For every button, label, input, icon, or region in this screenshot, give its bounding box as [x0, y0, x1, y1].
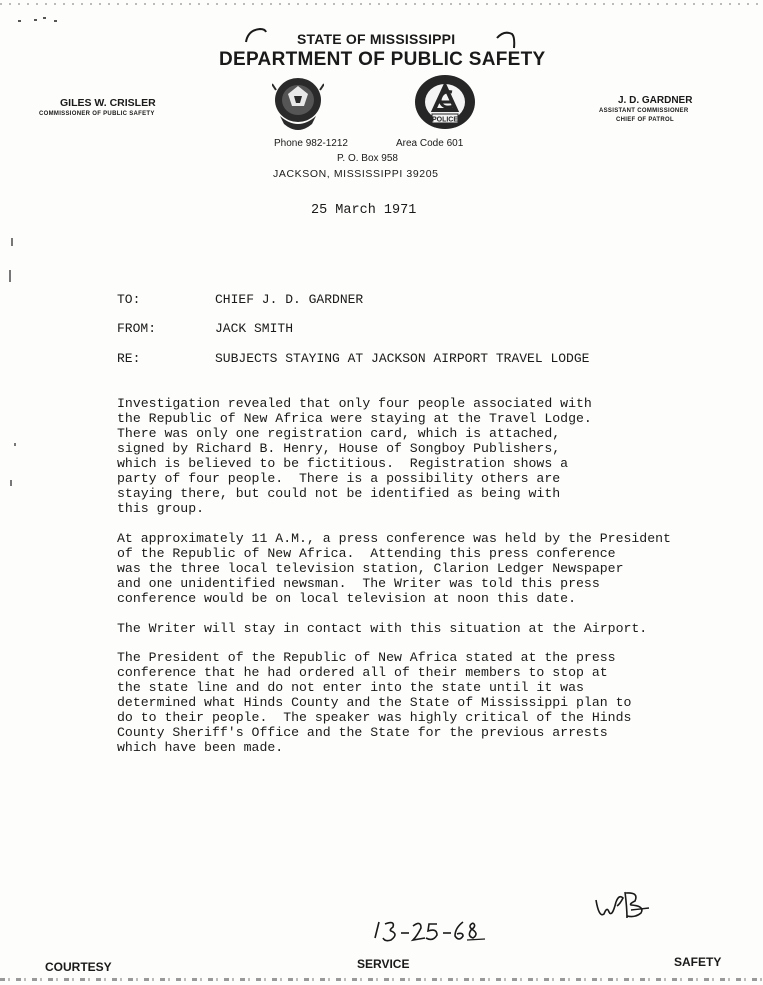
edge-speck: [18, 20, 21, 22]
city-state-zip: JACKSON, MISSISSIPPI 39205: [273, 168, 439, 180]
footer-courtesy: COURTESY: [45, 960, 112, 974]
letterhead-flourish-left: [244, 26, 268, 46]
footer-service: SERVICE: [357, 957, 410, 971]
edge-speck: [43, 17, 46, 19]
body-paragraph-3: The Writer will stay in contact with this situation at the Airport.: [117, 621, 648, 636]
mississippi-state-seal-icon: [272, 76, 324, 138]
chief-of-patrol-title: CHIEF OF PATROL: [616, 117, 674, 123]
handwritten-initials: [593, 888, 653, 924]
edge-speck: [54, 20, 57, 22]
memo-date: 25 March 1971: [311, 203, 417, 218]
top-edge-dots: [0, 3, 763, 5]
edge-speck: [34, 19, 37, 21]
phone-number: Phone 982-1212: [274, 138, 348, 149]
commissioner-title: COMMISSIONER OF PUBLIC SAFETY: [39, 111, 155, 117]
po-box: P. O. Box 958: [337, 153, 398, 164]
edge-mark: [11, 238, 13, 246]
re-label: RE:: [117, 351, 141, 366]
police-badge-icon: [412, 74, 478, 134]
letterhead-department: DEPARTMENT OF PUBLIC SAFETY: [219, 49, 546, 70]
re-value: SUBJECTS STAYING AT JACKSON AIRPORT TRAVEL LODGE: [215, 351, 590, 366]
to-label: TO:: [117, 292, 141, 307]
letterhead-state: STATE OF MISSISSIPPI: [297, 31, 456, 47]
area-code: Area Code 601: [396, 138, 464, 149]
footer-rule: [0, 978, 763, 981]
edge-mark: [10, 480, 12, 486]
edge-mark: [9, 270, 11, 282]
letterhead-flourish-right: [494, 28, 518, 50]
from-value: JACK SMITH: [215, 321, 294, 336]
from-label: FROM:: [117, 321, 157, 336]
assistant-commissioner-name: J. D. GARDNER: [618, 95, 693, 106]
body-paragraph-2: At approximately 11 A.M., a press conference was held by the President of the Republic of New Africa. Attending this press conference was the three local television station, Clarion Ledger Newspaper and one unidentified newsman. The Writer was told this press conference would be on local television at noon this date.: [117, 531, 671, 606]
footer-safety: SAFETY: [674, 955, 722, 969]
to-value: CHIEF J. D. GARDNER: [215, 292, 364, 307]
badge-text: POLICE: [431, 116, 459, 124]
edge-mark: [14, 443, 16, 446]
commissioner-name: GILES W. CRISLER: [60, 97, 156, 109]
body-paragraph-1: Investigation revealed that only four people associated with the Republic of New Africa were staying at the Travel Lodge. There was only one registration card, which is attached, signed by Richard B. Henry, House of Songboy Publishers, which is believed to be fictitious. Registration shows a party of four people. There is a possibility others are staying there, but could not be identified as being with this group.: [117, 396, 592, 516]
assistant-commissioner-title: ASSISTANT COMMISSIONER: [599, 108, 689, 114]
handwritten-file-number: [367, 918, 491, 944]
body-paragraph-4: The President of the Republic of New Africa stated at the press conference that he had ordered all of their members to stop at the state line and do not enter into the state until it was determined what Hinds County and the State of Mississippi plan to do to their people. The speaker was highly critical of the Hinds County Sheriff's Office and the State for the previous arrests which have been made.: [117, 650, 632, 755]
